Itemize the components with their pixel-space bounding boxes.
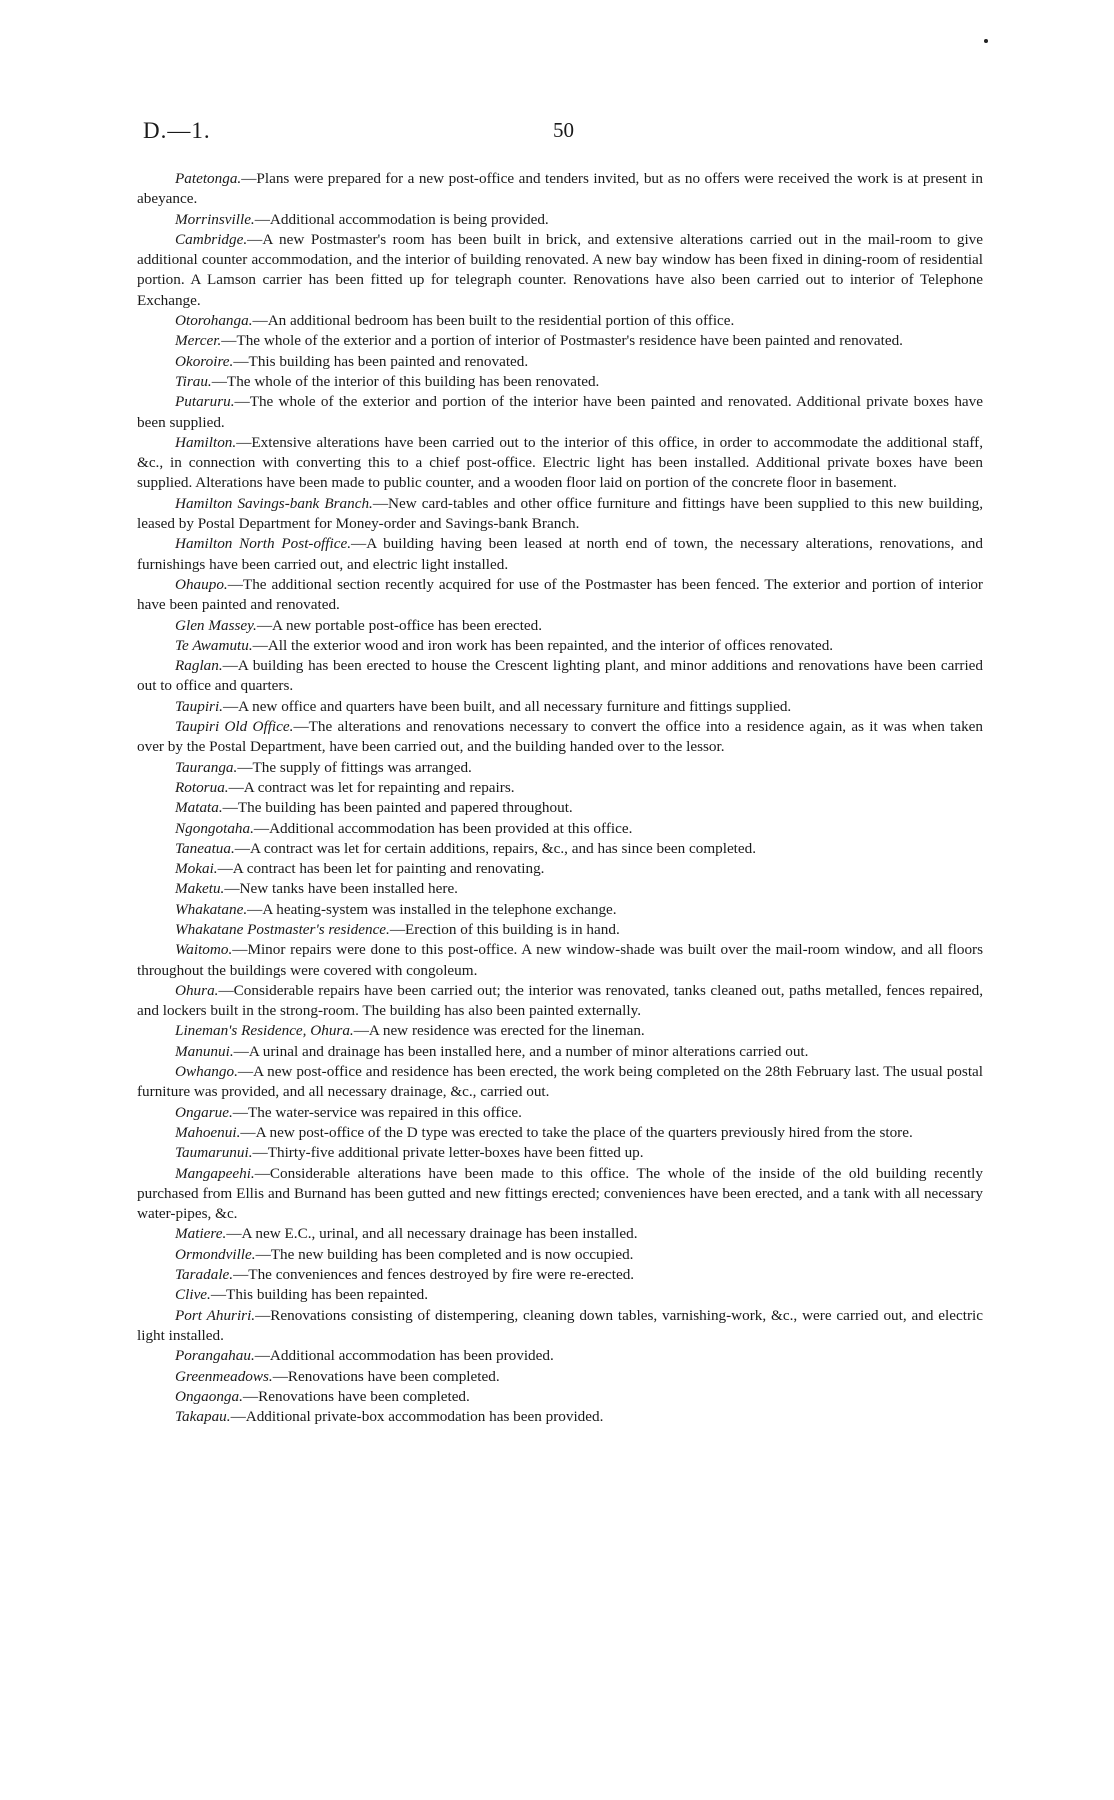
place-name: Te Awamutu. [175, 636, 253, 654]
document-reference: D.—1. [143, 118, 211, 143]
entry-text: —Renovations have been completed. [272, 1367, 500, 1385]
entry-text: —Additional accommodation is being provided. [254, 210, 549, 228]
entry-paragraph [137, 859, 983, 879]
entry-paragraph [137, 616, 983, 636]
entry-text: —Additional accommodation has been provided. [254, 1347, 554, 1365]
entry-paragraph [137, 656, 983, 697]
entry-paragraph [137, 1407, 983, 1427]
entry-text: —A contract was let for repainting and repairs. [228, 778, 515, 796]
entry-text: —The alterations and renovations necessary to convert the office into a residence again, as it was when taken over by the Postal Department, have been carried out, and the building handed over to the lessor. [137, 718, 983, 756]
entry-text: —A heating-system was installed in the telephone exchange. [247, 900, 617, 918]
entry-paragraph [137, 1062, 983, 1103]
entry-paragraph [137, 311, 983, 331]
entry-paragraph [137, 940, 983, 981]
place-name: Owhango. [175, 1063, 238, 1081]
entry-text: —Renovations consisting of distempering, cleaning down tables, varnishing-work, &c., were carried out, and electric light installed. [137, 1306, 983, 1344]
entry-paragraph [137, 494, 983, 535]
entry-paragraph [137, 819, 983, 839]
place-name: Matata. [175, 799, 223, 817]
place-name: Taupiri. [175, 697, 223, 715]
entry-text: —Considerable alterations have been made to this office. The whole of the inside of the old building recently purchased from Ellis and Burnand has been gutted and new fittings erected; conveniences have been erected, and a tank with all necessary water-pipes, &c. [137, 1164, 983, 1223]
entry-text: —Renovations have been completed. [242, 1387, 470, 1405]
entry-text: —This building has been painted and renovated. [233, 352, 529, 370]
entry-paragraph [137, 717, 983, 758]
place-name: Mangapeehi. [175, 1164, 255, 1182]
entry-paragraph [137, 1123, 983, 1143]
entry-text: —A new office and quarters have been built, and all necessary furniture and fittings supplied. [222, 697, 792, 715]
entry-text: —The whole of the interior of this building has been renovated. [211, 372, 600, 390]
entry-text: —The water-service was repaired in this office. [232, 1103, 522, 1121]
place-name: Port Ahuriri. [175, 1306, 256, 1324]
entry-text: —Additional private-box accommodation has been provided. [230, 1408, 604, 1426]
place-name: Ohura. [175, 981, 219, 999]
entry-text: —The new building has been completed and is now occupied. [255, 1245, 634, 1263]
entry-paragraph [137, 1224, 983, 1244]
entry-text: —New card-tables and other office furniture and fittings have been supplied to this new building, leased by Postal Department for Money-order and Savings-bank Branch. [137, 494, 983, 533]
entry-paragraph [137, 230, 983, 311]
place-name: Morrinsville. [175, 210, 255, 228]
entry-text: —A building has been erected to house the Crescent lighting plant, and minor additions and renovations have been carried out to office and quarters. [137, 657, 983, 695]
entry-text: —A urinal and drainage has been installed here, and a number of minor alterations carried out. [233, 1042, 809, 1060]
entry-paragraph [137, 433, 983, 494]
place-name: Taupiri Old Office. [175, 718, 294, 736]
entry-text: —All the exterior wood and iron work has been repainted, and the interior of offices renovated. [252, 636, 834, 654]
entry-text: —Extensive alterations have been carried out to the interior of this office, in order to accommodate the additional staff, &c., in connection with converting this to a chief post-office. Electric light has been installed. Additional private boxes have been supplied. Alterations have been made to public counter, and a wooden floor laid on portion of the concrete floor in basement. [137, 433, 983, 492]
entry-paragraph [137, 900, 983, 920]
entry-paragraph [137, 1387, 983, 1407]
place-name: Mercer. [175, 332, 222, 350]
entry-text: —The whole of the exterior and a portion of interior of Postmaster's residence have been painted and renovated. [221, 332, 903, 350]
place-name: Waitomo. [175, 941, 233, 959]
entry-text: —Additional accommodation has been provided at this office. [253, 819, 633, 837]
entry-text: —A new post-office and residence has been erected, the work being completed on the 28th February last. The usual postal furniture was provided, and all necessary drainage, &c., carried out. [137, 1063, 983, 1101]
place-name: Lineman's Residence, Ohura. [175, 1022, 354, 1040]
entry-paragraph [137, 879, 983, 899]
entry-text: —A new E.C., urinal, and all necessary drainage has been installed. [226, 1225, 638, 1243]
entry-text: —The conveniences and fences destroyed by fire were re-erected. [233, 1266, 635, 1284]
place-name: Ongaonga. [175, 1387, 243, 1405]
entry-paragraph [137, 798, 983, 818]
place-name: Ngongotaha. [175, 819, 254, 837]
entry-text: —A new portable post-office has been erected. [256, 616, 543, 634]
place-name: Hamilton. [175, 433, 237, 451]
place-name: Porangahau. [175, 1347, 255, 1365]
place-name: Whakatane Postmaster's residence. [175, 920, 390, 938]
entry-paragraph [137, 1306, 983, 1347]
entry-paragraph [137, 839, 983, 859]
place-name: Tirau. [175, 372, 212, 390]
entry-paragraph [137, 778, 983, 798]
place-name: Mahoenui. [175, 1123, 241, 1141]
entry-text: —A contract has been let for painting and renovating. [217, 860, 545, 878]
place-name: Cambridge. [175, 230, 248, 248]
page-number: 50 [553, 118, 574, 142]
entry-paragraph [137, 1265, 983, 1285]
entry-paragraph [137, 1367, 983, 1387]
place-name: Ohaupo. [175, 575, 228, 593]
place-name: Mokai. [175, 860, 218, 878]
place-name: Whakatane. [175, 900, 248, 918]
entry-paragraph [137, 352, 983, 372]
entry-paragraph [137, 1042, 983, 1062]
place-name: Taradale. [175, 1266, 234, 1284]
place-name: Patetonga. [175, 170, 242, 187]
place-name: Putaruru. [175, 393, 235, 411]
place-name: Ongarue. [175, 1103, 233, 1121]
entry-paragraph [137, 534, 983, 575]
entry-text: —The building has been painted and papered throughout. [222, 799, 573, 817]
entry-paragraph [137, 758, 983, 778]
entry-paragraph [137, 1103, 983, 1123]
entry-text: —New tanks have been installed here. [224, 880, 458, 898]
place-name: Hamilton North Post-office. [175, 535, 351, 553]
entry-paragraph [137, 1143, 983, 1163]
entry-paragraph [137, 1021, 983, 1041]
entry-text: —Erection of this building is in hand. [389, 920, 620, 938]
place-name: Tauranga. [175, 758, 238, 776]
entry-text: —Thirty-five additional private letter-boxes have been fitted up. [252, 1144, 644, 1162]
entry-paragraph [137, 169, 983, 210]
place-name: Greenmeadows. [175, 1367, 273, 1385]
entry-paragraph [137, 331, 983, 351]
entry-text: —A contract was let for certain additions, repairs, &c., and has since been completed. [234, 839, 757, 857]
entry-paragraph [137, 1285, 983, 1305]
entry-text: —A building having been leased at north end of town, the necessary alterations, renovations, and furnishings have been carried out, and electric light installed. [137, 535, 983, 573]
place-name: Clive. [175, 1286, 211, 1304]
place-name: Glen Massey. [175, 616, 257, 634]
entry-paragraph [137, 210, 983, 230]
entry-paragraph [137, 697, 983, 717]
entry-paragraph [137, 1164, 983, 1225]
entry-text: —The supply of fittings was arranged. [237, 758, 472, 776]
place-name: Matiere. [175, 1225, 227, 1243]
entry-text: —Minor repairs were done to this post-office. A new window-shade was built over the mail-room window, and all floors throughout the buildings were covered with congoleum. [137, 941, 983, 979]
place-name: Taumarunui. [175, 1144, 253, 1162]
entry-text: —The whole of the exterior and portion of the interior have been painted and renovated. Additional private boxes have been supplied. [137, 393, 983, 431]
entry-paragraph [137, 1346, 983, 1366]
entry-text: —A new residence was erected for the lineman. [353, 1022, 645, 1040]
place-name: Okoroire. [175, 352, 234, 370]
place-name: Otorohanga. [175, 312, 253, 330]
place-name: Hamilton Savings-bank Branch. [175, 494, 373, 512]
entry-paragraph [137, 392, 983, 433]
page-speck [984, 39, 988, 43]
report-body [137, 169, 983, 1427]
entry-paragraph [137, 575, 983, 616]
place-name: Takapau. [175, 1408, 231, 1426]
entry-paragraph [137, 372, 983, 392]
entry-text: —The additional section recently acquired for use of the Postmaster has been fenced. The exterior and portion of interior have been painted and renovated. [137, 575, 983, 614]
entry-paragraph [137, 920, 983, 940]
entry-text: —Plans were prepared for a new post-office and tenders invited, but as no offers were received the work is at present in abeyance. [137, 170, 983, 208]
entry-text: —This building has been repainted. [210, 1286, 429, 1304]
entry-text: —A new Postmaster's room has been built in brick, and extensive alterations carried out in the mail-room to give additional counter accommodation, and the interior of building renovated. A new bay window has been fixed in dining-room of residential portion. A Lamson carrier has been fitted up for telegraph counter. Renovations have also been carried out to interior of Telephone Exchange. [137, 230, 983, 309]
place-name: Manunui. [175, 1042, 234, 1060]
place-name: Raglan. [175, 657, 223, 675]
entry-text: —Considerable repairs have been carried out; the interior was renovated, tanks cleaned out, paths metalled, fences repaired, and lockers built in the strong-room. The building has also been painted externally. [137, 981, 983, 1020]
entry-paragraph [137, 981, 983, 1022]
entry-paragraph [137, 636, 983, 656]
page-header [143, 118, 983, 148]
place-name: Rotorua. [175, 778, 229, 796]
place-name: Ormondville. [175, 1245, 256, 1263]
place-name: Taneatua. [175, 839, 235, 857]
entry-text: —An additional bedroom has been built to the residential portion of this office. [252, 312, 735, 330]
entry-text: —A new post-office of the D type was erected to take the place of the quarters previously hired from the store. [240, 1123, 913, 1141]
place-name: Maketu. [175, 880, 225, 898]
entry-paragraph [137, 1245, 983, 1265]
